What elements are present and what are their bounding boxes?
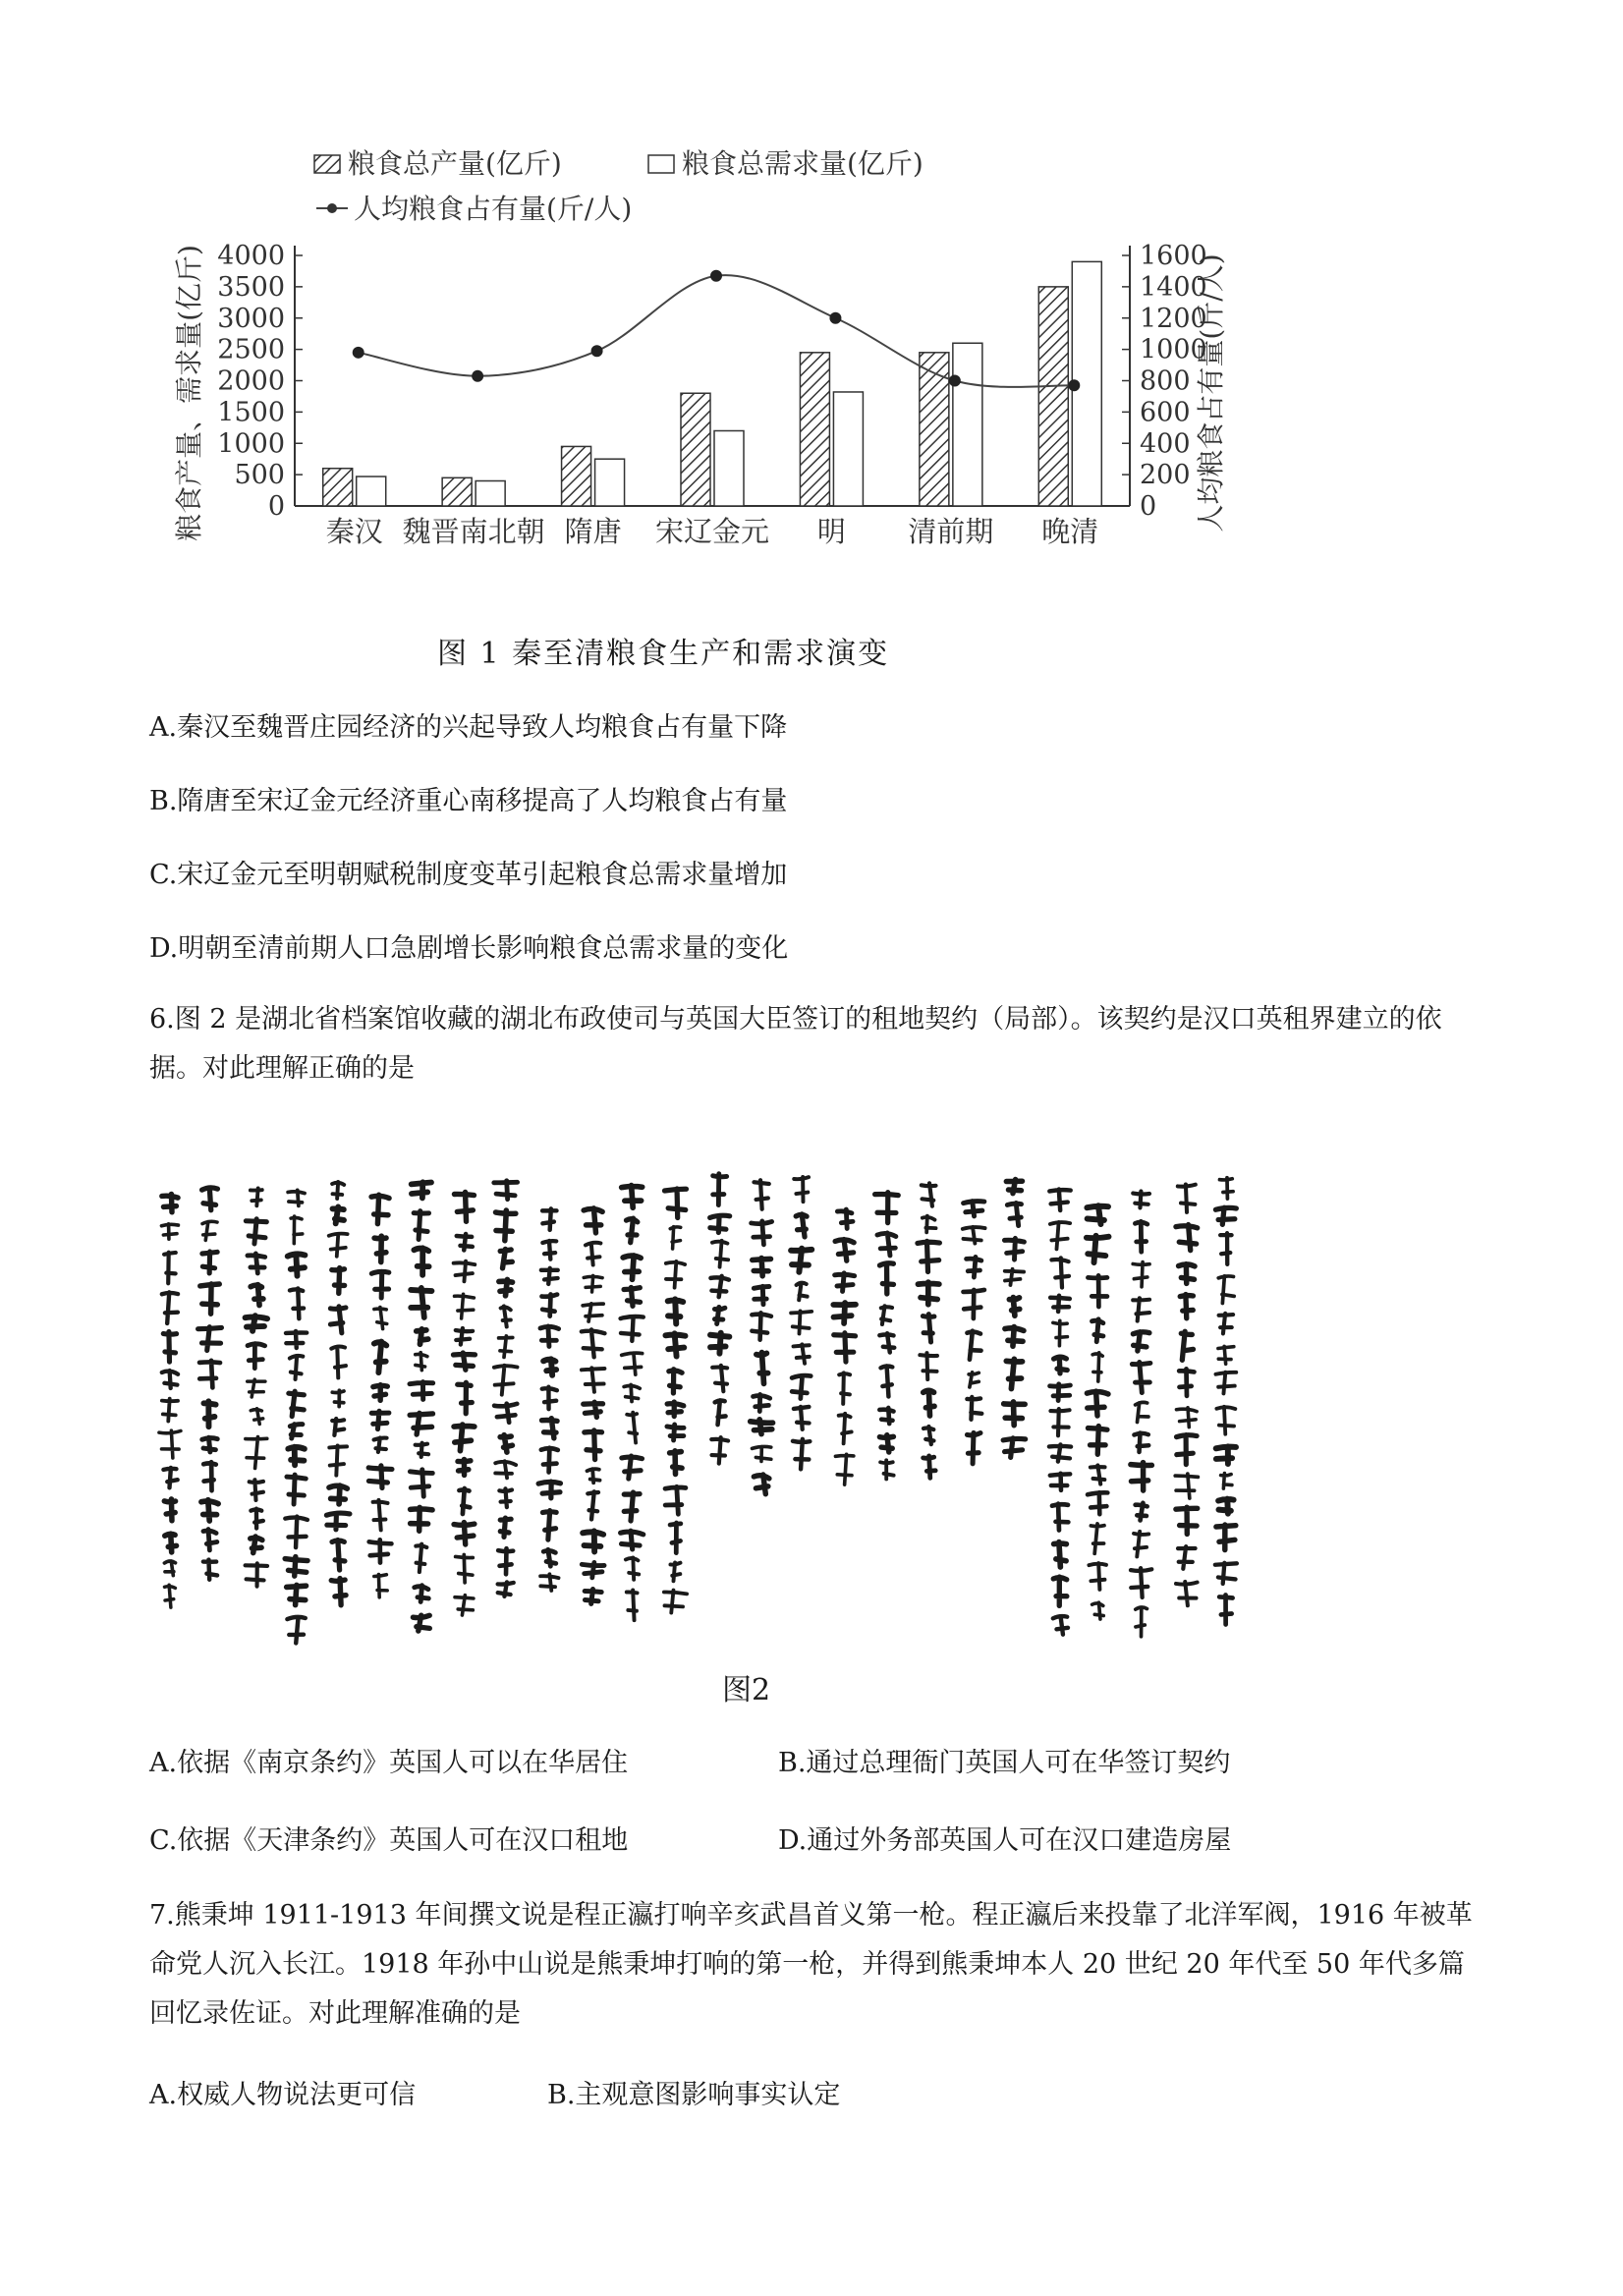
bar-demand — [833, 392, 863, 506]
y-tick-label-right: 0 — [1140, 491, 1157, 522]
legend-swatch-per-capita-dot — [327, 203, 337, 213]
q6-stem: 6.图 2 是湖北省档案馆收藏的湖北布政使司与英国大臣签订的租地契约（局部）。该契约是汉口英租界建立的依据。对此理解正确的是 — [149, 1004, 1442, 1084]
handwriting-column — [1087, 1205, 1109, 1619]
x-tick-label: 宋辽金元 — [654, 515, 770, 548]
handwriting-column — [538, 1208, 560, 1591]
handwriting-column — [664, 1189, 687, 1613]
legend-label-production: 粮食总产量(亿斤) — [348, 147, 562, 180]
bar-demand — [714, 431, 744, 507]
y-axis-title-left: 粮食产量、需求量(亿斤) — [173, 245, 205, 541]
point-per-capita — [710, 270, 722, 282]
y-tick-label-left: 2000 — [217, 365, 285, 397]
bar-production — [681, 393, 710, 506]
handwriting-column — [1003, 1180, 1026, 1458]
q7-option-a: A.权威人物说法更可信 — [149, 2080, 417, 2110]
lease-contract-image — [147, 1154, 1277, 1646]
handwriting-column — [246, 1188, 267, 1586]
legend-label-demand: 粮食总需求量(亿斤) — [682, 147, 923, 180]
q7-stem: 7.熊秉坤 1911-1913 年间撰文说是程正瀛打响辛亥武昌首义第一枪。程正瀛后来投靠了北洋军阀，1916 年被革命党人沉入长江。1918 年孙中山说是熊秉坤打响的第一枪，并得到熊秉坤本人 20 世纪 20 年代至 50 年代多篇回忆录佐证。对此理解准确的是 — [149, 1900, 1473, 2029]
x-tick-label: 晚清 — [1041, 515, 1099, 548]
point-per-capita — [949, 375, 961, 387]
y-axis-title-right: 人均粮食占有量(斤/人) — [1195, 253, 1227, 532]
bar-demand — [595, 459, 625, 506]
point-per-capita — [591, 345, 603, 357]
bar-production — [562, 446, 591, 506]
handwriting-column — [791, 1177, 812, 1469]
y-tick-label-right: 1400 — [1140, 271, 1207, 303]
bar-production — [1038, 287, 1068, 506]
y-tick-label-left: 3500 — [217, 271, 285, 303]
y-tick-label-left: 3000 — [217, 303, 285, 334]
point-per-capita — [472, 370, 483, 382]
y-tick-label-left: 500 — [234, 460, 285, 491]
x-tick-label: 清前期 — [908, 515, 994, 548]
handwriting-column — [453, 1192, 475, 1615]
handwriting-column — [963, 1202, 985, 1464]
handwriting-column — [198, 1188, 222, 1580]
bar-demand — [357, 476, 386, 506]
handwriting-column — [875, 1193, 899, 1480]
handwriting-column — [1131, 1192, 1151, 1637]
q7-option-b: B.主观意图影响事实认定 — [547, 2080, 841, 2110]
figure2-caption: 图2 — [722, 1673, 771, 1708]
bar-production — [920, 353, 949, 506]
legend-swatch-production — [314, 155, 340, 173]
x-tick-label: 隋唐 — [564, 515, 622, 548]
q5-option-c: C.宋辽金元至明朝赋税制度变革引起粮食总需求量增加 — [149, 860, 788, 890]
handwriting-column — [1175, 1184, 1198, 1605]
q6-option-a: A.依据《南京条约》英国人可以在华居住 — [149, 1748, 629, 1778]
legend-label-per-capita: 人均粮食占有量(斤/人) — [354, 193, 633, 225]
legend-swatch-demand — [648, 155, 674, 173]
point-per-capita — [829, 312, 841, 324]
y-tick-label-left: 2500 — [217, 334, 285, 365]
bar-demand — [476, 481, 505, 507]
q5-option-b: B.隋唐至宋辽金元经济重心南移提高了人均粮食占有量 — [149, 786, 788, 816]
figure1-caption: 图 1 秦至清粮食生产和需求演变 — [437, 637, 890, 671]
bar-production — [800, 353, 829, 506]
y-tick-label-right: 1200 — [1140, 303, 1207, 334]
handwriting-column — [410, 1182, 433, 1631]
y-tick-label-left: 1500 — [217, 397, 285, 428]
x-tick-label: 明 — [816, 515, 846, 548]
handwriting-column — [159, 1194, 181, 1607]
handwriting-column — [582, 1208, 605, 1604]
handwriting-column — [494, 1181, 518, 1596]
y-tick-label-right: 800 — [1140, 365, 1191, 397]
point-per-capita — [1068, 379, 1080, 391]
q5-option-a: A.秦汉至魏晋庄园经济的兴起导致人均粮食占有量下降 — [149, 712, 788, 743]
handwriting-column — [833, 1209, 856, 1484]
handwriting-column — [1215, 1178, 1237, 1625]
q6-option-d: D.通过外务部英国人可在汉口建造房屋 — [778, 1825, 1232, 1856]
bar-production — [442, 477, 472, 506]
chart-legend — [314, 147, 923, 225]
handwriting-column — [918, 1183, 939, 1478]
y-tick-label-left: 0 — [267, 491, 285, 522]
y-tick-label-right: 600 — [1140, 397, 1191, 428]
y-tick-label-right: 200 — [1140, 460, 1191, 491]
handwriting-column — [1049, 1189, 1071, 1634]
y-tick-label-right: 1000 — [1140, 334, 1207, 365]
y-tick-label-right: 400 — [1140, 428, 1191, 460]
q5-option-d: D.明朝至清前期人口急剧增长影响粮食总需求量的变化 — [149, 933, 789, 964]
handwriting-column — [751, 1180, 773, 1493]
q6-option-c: C.依据《天津条约》英国人可在汉口租地 — [149, 1825, 629, 1856]
point-per-capita — [353, 347, 364, 359]
handwriting-column — [285, 1190, 308, 1643]
handwriting-column — [368, 1195, 392, 1597]
y-tick-label-left: 4000 — [217, 241, 285, 271]
plot-area — [217, 241, 1206, 548]
bar-production — [323, 469, 353, 506]
grain-chart — [147, 128, 1228, 688]
handwriting-column — [621, 1186, 644, 1621]
bar-demand — [953, 343, 982, 506]
x-tick-label: 秦汉 — [325, 515, 383, 548]
handwriting-column — [710, 1174, 730, 1464]
handwriting-column — [326, 1182, 350, 1605]
y-tick-label-left: 1000 — [217, 428, 285, 460]
x-tick-label: 魏晋南北朝 — [402, 515, 545, 548]
q6-option-b: B.通过总理衙门英国人可在华签订契约 — [778, 1748, 1231, 1778]
y-tick-label-right: 1600 — [1140, 241, 1207, 271]
